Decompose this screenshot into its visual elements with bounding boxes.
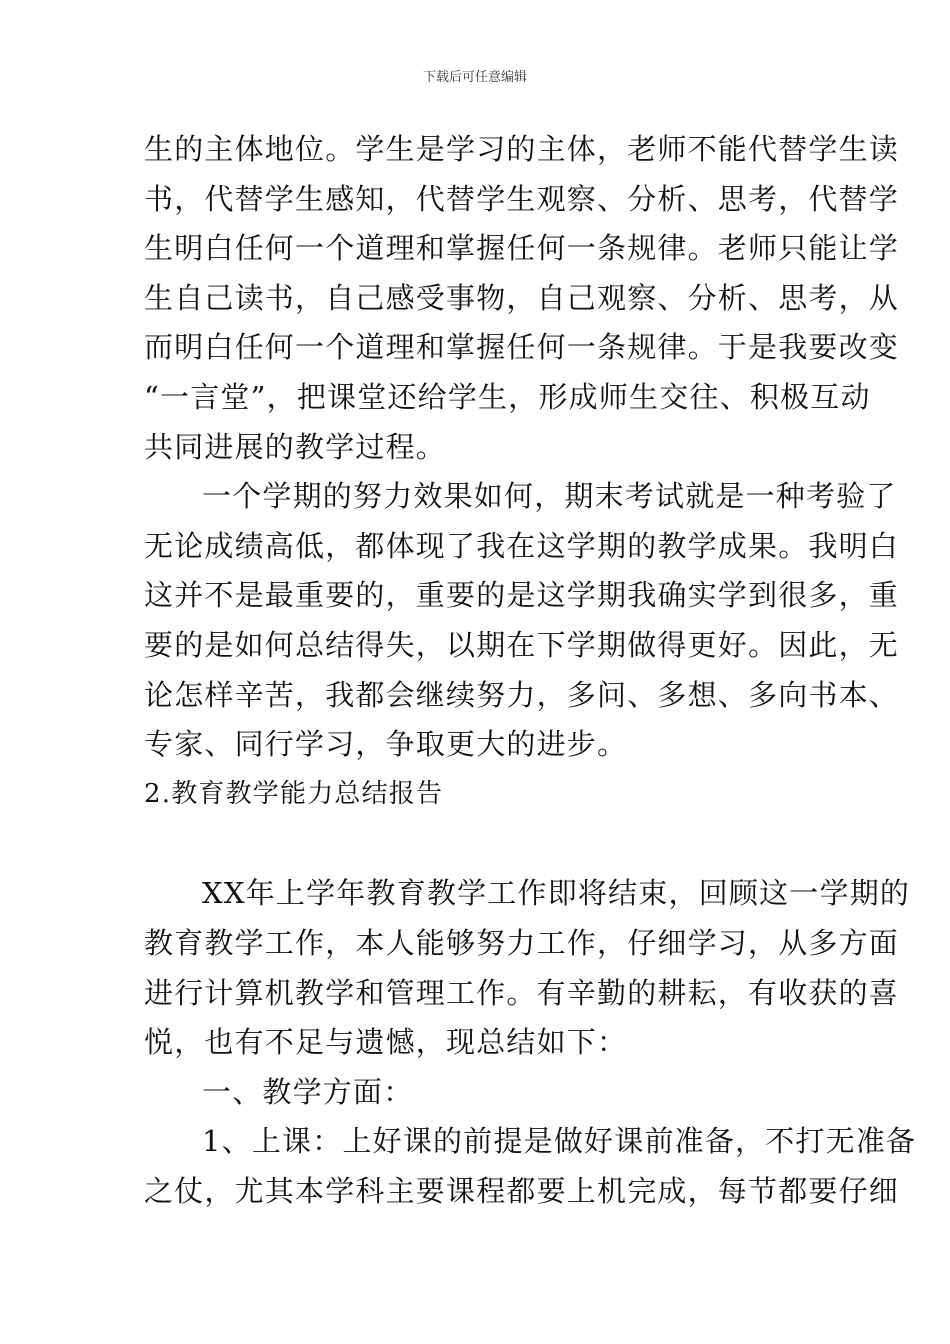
text-line: 教育教学工作，本人能够努力工作，仔细学习，从多方面 [144, 925, 900, 960]
paragraph-student-subject [144, 125, 900, 472]
paragraph-lesson-prep [144, 1117, 917, 1216]
text-line: 论怎样辛苦，我都会继续努力，多问、多想、多向书本、 [144, 677, 900, 712]
text-line: 要的是如何总结得失，以期在下学期做得更好。因此，无 [144, 627, 900, 662]
text-line: “一言堂”，把课堂还给学生，形成师生交往、积极互动 [144, 379, 871, 414]
text-line: 生的主体地位。学生是学习的主体，老师不能代替学生读 [144, 132, 900, 166]
text-line: 生明白任何一个道理和掌握任何一条规律。老师只能让学 [144, 231, 900, 266]
text-line: 共同进展的教学过程。 [144, 429, 447, 464]
paragraph-semester-results [144, 472, 900, 770]
page-header: 下载后可任意编辑 [422, 70, 527, 85]
text-line: 这并不是最重要的，重要的是这学期我确实学到很多，重 [144, 578, 900, 613]
text-line: XX年上学年教育教学工作即将结束，回顾这一学期的 [202, 876, 911, 911]
document-body [144, 125, 917, 1216]
text-line: 一个学期的努力效果如何，期末考试就是一种考验了 [202, 479, 897, 514]
text-line: 悦，也有不足与遗憾，现总结如下： [144, 1025, 628, 1060]
text-line: 1、上课：上好课的前提是做好课前准备，不打无准备 [202, 1124, 917, 1159]
text-line: 之仗，尤其本学科主要课程都要上机完成，每节都要仔细 [144, 1173, 900, 1208]
text-line: 书，代替学生感知，代替学生观察、分析、思考，代替学 [144, 181, 900, 216]
text-line: 而明白任何一个道理和掌握任何一条规律。于是我要改变 [144, 330, 900, 365]
text-line: 生自己读书，自己感受事物，自己观察、分析、思考，从 [144, 280, 900, 315]
blank-line [144, 819, 808, 869]
paragraph-report-intro [144, 869, 911, 1067]
section-heading: 2.教育教学能力总结报告 [144, 778, 444, 809]
text-line: 专家、同行学习，争取更大的进步。 [144, 727, 628, 762]
text-line: 进行计算机教学和管理工作。有辛勤的耕耘，有收获的喜 [144, 975, 900, 1010]
text-line: 无论成绩高低，都体现了我在这学期的教学成果。我明白 [144, 528, 900, 563]
subsection-heading: 一、教学方面： [202, 1074, 414, 1109]
